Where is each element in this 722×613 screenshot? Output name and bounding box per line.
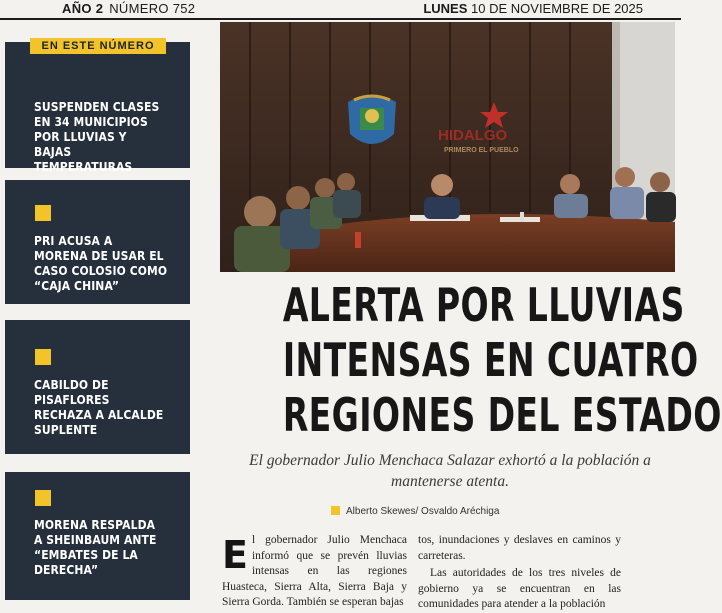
article-title-line: REGIONES DEL ESTADO (282, 388, 722, 442)
wall-logo-subtext: PRIMERO EL PUEBLO (444, 147, 519, 154)
article-subtitle: El gobernador Julio Menchaca Salazar exhortó a la población a mantenerse atenta. (249, 452, 651, 490)
issue-date-text: 10 DE NOVIEMBRE DE 2025 (471, 1, 643, 16)
sidebar (0, 22, 218, 600)
issue-date (423, 1, 643, 16)
issue-info (62, 1, 195, 16)
article-byline (331, 506, 499, 517)
article-title-line: ALERTA POR LLUVIAS (282, 278, 685, 332)
wall-logo-text: HIDALGO (438, 127, 508, 144)
article-paragraph: Las autoridades de los tres niveles de gobierno ya se encuentran en las comunidades para atender a la población (418, 567, 621, 610)
drop-cap: E (222, 533, 248, 577)
issue-day: LUNES (423, 1, 468, 16)
sidebar-headline: SUSPENDEN CLASES EN 34 MUNICIPIOS POR LLUVIAS Y BAJAS TEMPERATURAS (34, 100, 160, 174)
sidebar-card-4[interactable] (5, 472, 190, 600)
byline-authors: Alberto Skewes/ Osvaldo Aréchiga (346, 506, 500, 517)
sidebar-headline: CABILDO DE PISAFLORES RECHAZA A ALCALDE SUPLENTE (34, 378, 164, 437)
square-marker-icon (35, 490, 51, 506)
article-body-text: l gobernador Julio Menchaca informó que se prevén lluvias intensas en las regiones Huasteca, Sierra Alta, Sierra Baja y Sierra Gorda. También se esperan bajas (222, 534, 407, 608)
sidebar-headline: PRI ACUSA A MORENA DE USAR EL CASO COLOSIO COMO “CAJA CHINA” (34, 234, 168, 293)
sidebar-card-1[interactable] (5, 42, 190, 174)
meeting-photo (220, 22, 675, 272)
meeting-photo-illustration (220, 22, 675, 272)
masthead-strip (0, 0, 681, 20)
article-column-2 (418, 533, 621, 613)
square-marker-icon (35, 205, 51, 221)
article-title-line: INTENSAS EN CUATRO (282, 333, 699, 387)
square-marker-icon (331, 506, 340, 515)
sidebar-headline: MORENA RESPALDA A SHEINBAUM ANTE “EMBATES DE LA DERECHA” (34, 518, 157, 577)
section-label: EN ESTE NÚMERO (30, 38, 166, 54)
year-label: AÑO 2 (62, 1, 104, 16)
article-column-1 (222, 533, 407, 611)
sidebar-card-2[interactable] (5, 180, 190, 304)
issue-number: NÚMERO 752 (109, 1, 196, 16)
sidebar-card-3[interactable] (5, 320, 190, 454)
square-marker-icon (35, 349, 51, 365)
article-paragraph: tos, inundaciones y deslaves en caminos y carreteras. (418, 534, 621, 562)
article-title (282, 278, 722, 443)
